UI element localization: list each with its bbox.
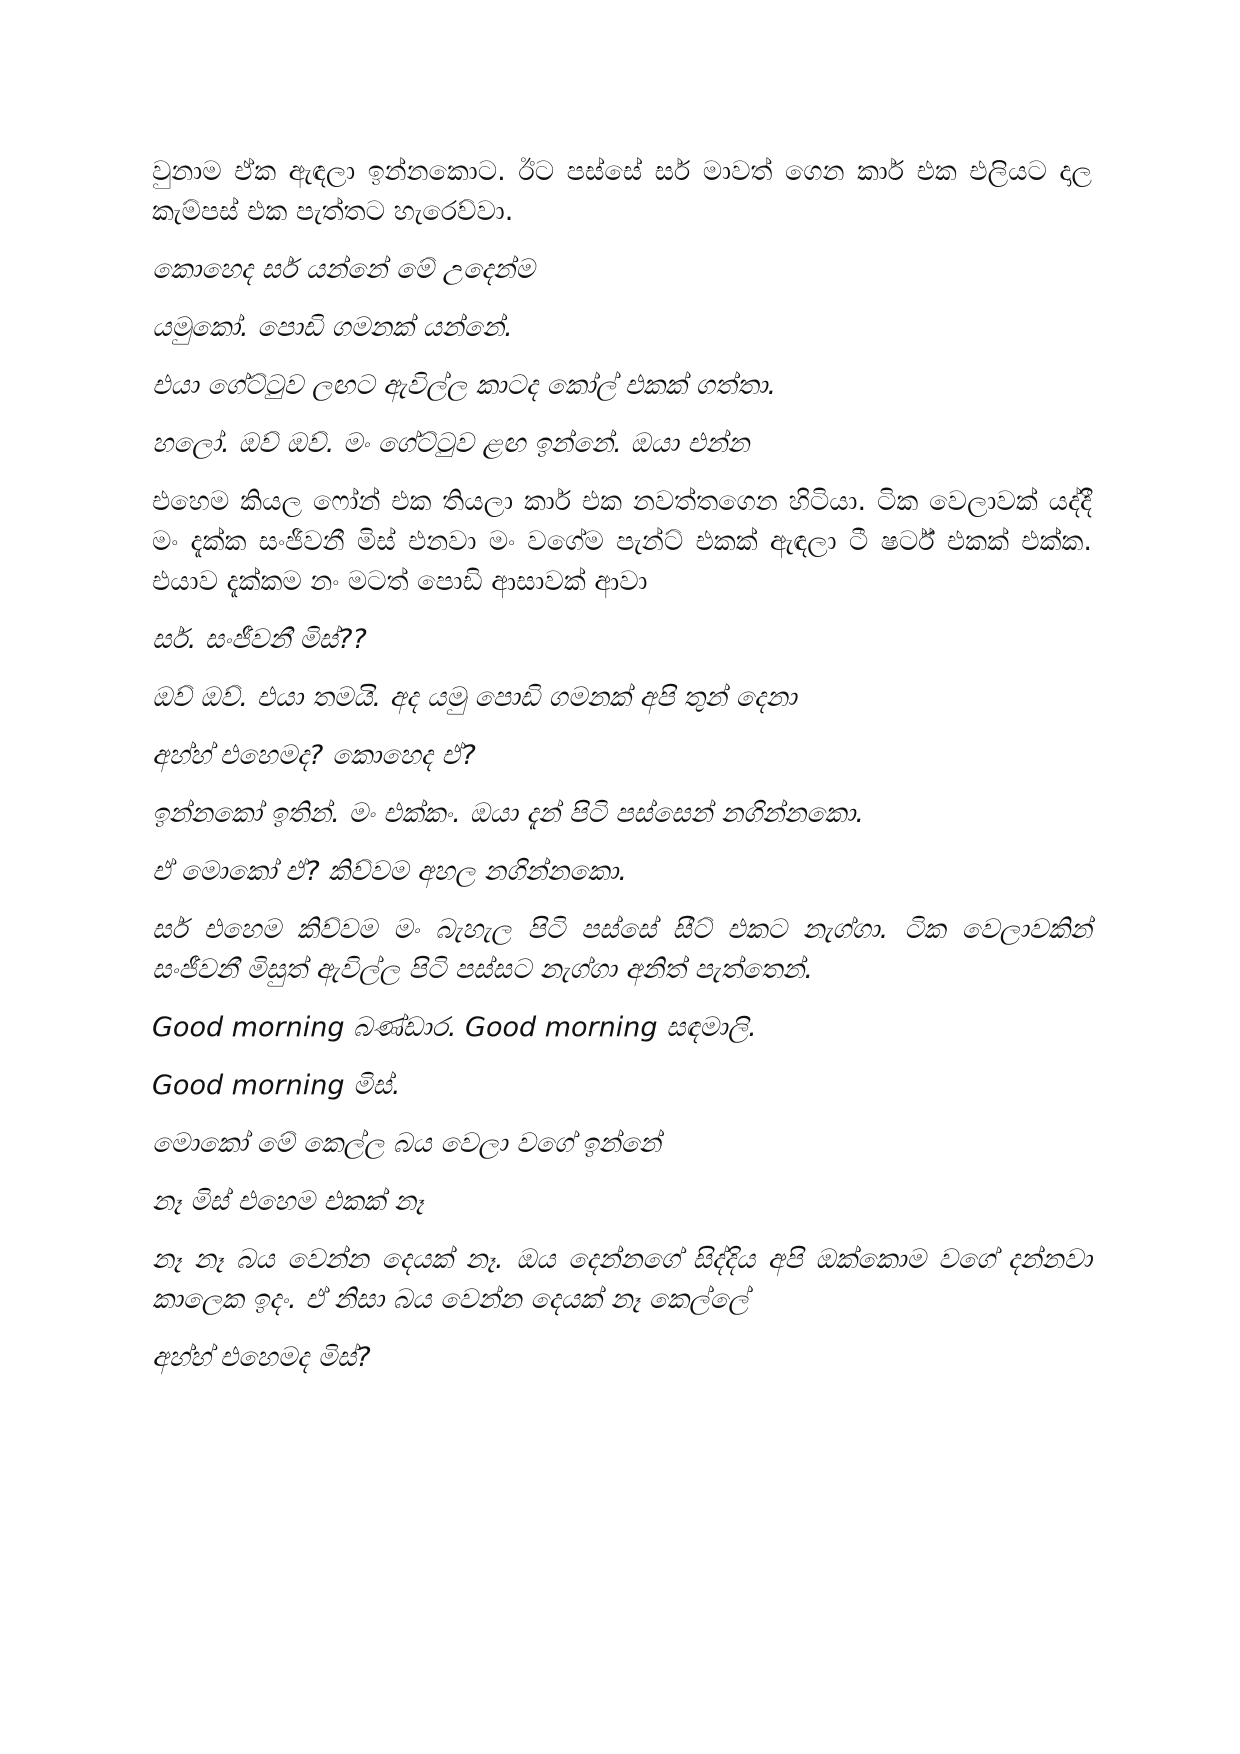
dialogue-line: අහ්හ් එහෙමද මිස්? bbox=[152, 1342, 371, 1373]
dialogue-line: යමුකෝ. පොඩි ගමනක් යන්නේ. bbox=[152, 312, 513, 343]
document-body bbox=[152, 152, 1092, 1396]
dialogue-line: නෑ මිස් එහෙම එකක් නෑ bbox=[152, 1186, 424, 1217]
paragraph: එහෙම කියල ෆෝන් එක තියලා කාර් එක නවත්තගෙන හිටියා. ටික වෙලාවක් යද්දී මං දැක්ක සංජීවනී මිස් එනවා මං වගේම පැන්ට් එකක් ඇඳලා ටී ෂර්ට් එකක් එක්ක. එයාව දැක්කම නං මටත් පොඩි ආසාවක් ආවා bbox=[152, 486, 1092, 597]
dialogue-line: Good morning බණ්ඩාර. Good morning සඳමාලි. bbox=[152, 1012, 757, 1043]
dialogue-line: ඒ මොකෝ ඒ? කිව්වම අහල නගින්නකො. bbox=[152, 856, 627, 887]
dialogue-line: සර්. සංජීවනී මිස්?? bbox=[152, 624, 367, 655]
dialogue-line: හලෝ. ඔව් ඔව්. මං ගේට්ටුව ළඟ ඉන්නේ. ඔයා එන්න bbox=[152, 428, 750, 459]
dialogue-line: ඉන්නකෝ ඉතින්. මං එක්කං. ඔයා දැන් පිටි පස්සෙන් නගින්නකො. bbox=[152, 798, 864, 829]
dialogue-line: නෑ නෑ බය වෙන්න දෙයක් නෑ. ඔය දෙන්නගේ සිද්දිය අපි ඔක්කොම වගේ දන්නවා කාලෙක ඉදං. ඒ නිසා බය වෙන්න දෙයක් නෑ කෙල්ලේ bbox=[152, 1244, 1092, 1315]
dialogue-line: ඔව් ඔව්. එයා තමයි. අද යමු පොඩි ගමනක් අපි තුන් දෙනා bbox=[152, 682, 797, 713]
dialogue-line: මොකෝ මේ කෙල්ල බය වෙලා වගේ ඉන්නේ bbox=[152, 1128, 661, 1159]
dialogue-line: එයා ගේට්ටුව ලඟට ඇවිල්ල කාටද කෝල් එකක් ගත්තා. bbox=[152, 370, 777, 401]
dialogue-line: සර් එහෙම කිව්වම මං බැහැල පිටි පස්සේ සීට් එකට නැග්ගා. ටික වෙලාවකින් සංජීවනී මිසුත් ඇවිල්ල පිටි පස්සට නැග්ගා අනිත් පැත්තෙන්. bbox=[152, 914, 1092, 985]
dialogue-line: අහ්හ් එහෙමද? කොහෙද ඒ? bbox=[152, 740, 476, 771]
dialogue-line: කොහෙද සර් යන්නේ මේ උදෙන්ම bbox=[152, 254, 535, 285]
paragraph: වුනාම ඒක ඇඳලා ඉන්නකොට. ඊට පස්සේ සර් මාවත් ගෙන කාර් එක එලියට දාල කැම්පස් එක පැත්තට හැරෙව්වා. bbox=[152, 156, 1092, 227]
dialogue-line: Good morning මිස්. bbox=[152, 1070, 401, 1101]
